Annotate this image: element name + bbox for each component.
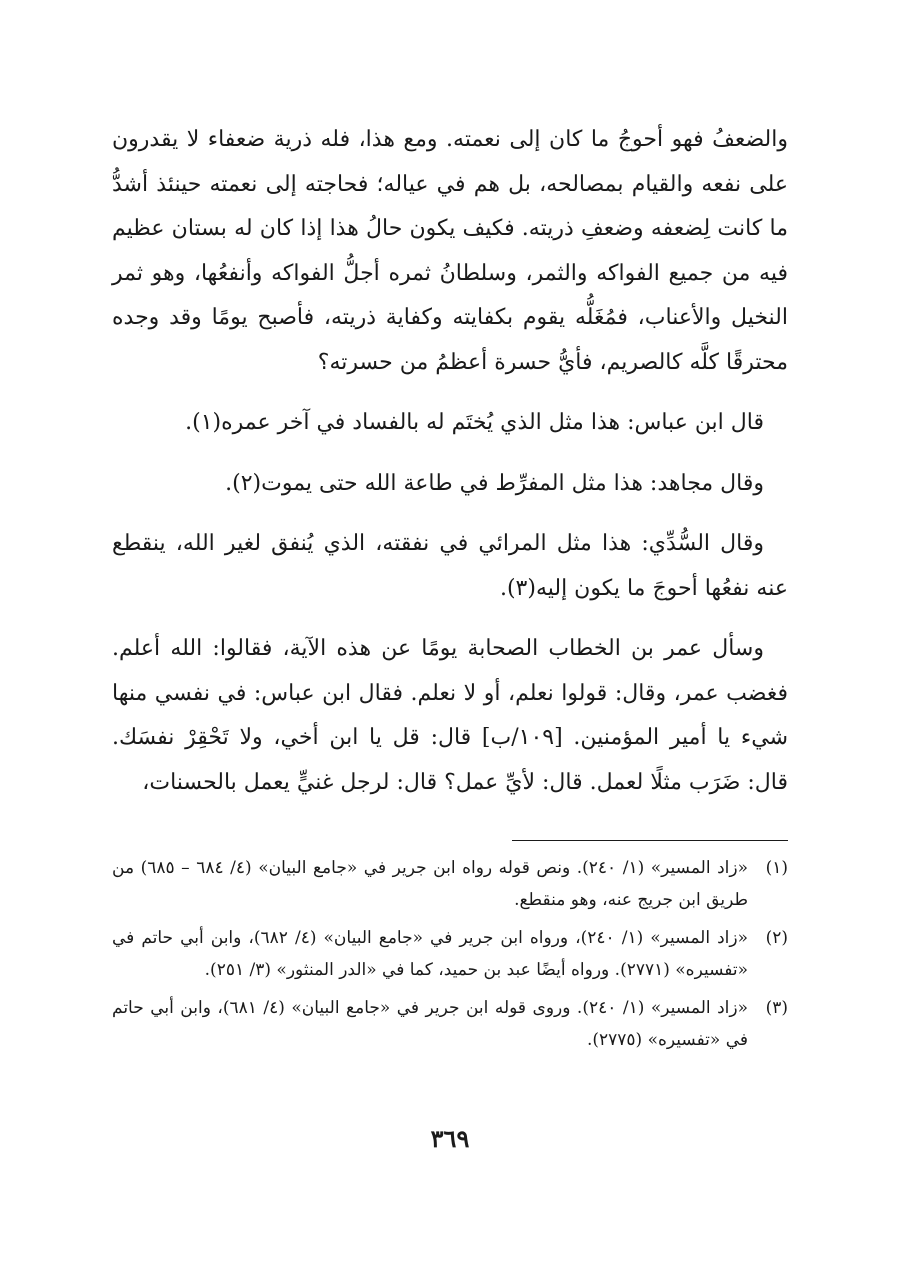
paragraph-ibn-abbas: قال ابن عباس: هذا مثل الذي يُختَم له بالفساد في آخر عمره(١). [185,410,764,435]
footnote-number: (٣) [765,998,788,1018]
footnote-text: «زاد المسير» (١/ ٢٤٠). وروى قوله ابن جرير في «جامع البيان» (٤/ ٦٨١)، وابن أبي حاتم في «تفسيره» (٢٧٧٥). [112,998,748,1050]
footnote-item [112,992,788,1056]
footnote-number: (٢) [765,928,788,948]
footnote-item [112,852,788,916]
paragraph-continuation: والضعفُ فهو أحوجُ ما كان إلى نعمته. ومع هذا، فله ذرية ضعفاء لا يقدرون على نفعه والقيام بمصالحه، بل هم في عياله؛ فحاجته إلى نعمته حينئذ أشدُّ ما كانت لِضعفه وضعفِ ذريته. فكيف يكون حالُ هذا إذا كان له بستان عظيم فيه من جميع الفواكه والثمر، وسلطانُ ثمره أجلُّ الفواكه وأنفعُها، وهو ثمر النخيل والأعناب، فمُغَلُّه يقوم بكفايته وكفاية ذريته، فأصبح يومًا وقد وجده محترقًا كلَّه كالصريم، فأيُّ حسرة أعظمُ من حسرته؟ [112,127,788,375]
main-text [112,118,788,805]
footnote-item [112,922,788,986]
footnote-text: «زاد المسير» (١/ ٢٤٠)، ورواه ابن جرير في «جامع البيان» (٤/ ٦٨٢)، وابن أبي حاتم في «تفسيره» (٢٧٧١). ورواه أيضًا عبد بن حميد، كما في «الدر المنثور» (٣/ ٢٥١). [112,928,748,980]
footnotes [112,852,788,1062]
footnote-number: (١) [765,858,788,878]
paragraph-umar: وسأل عمر بن الخطاب الصحابة يومًا عن هذه الآية، فقالوا: الله أعلم. فغضب عمر، وقال: قولوا نعلم، أو لا نعلم. فقال ابن عباس: في نفسي منها شيء يا أمير المؤمنين. [١٠٩/ب] قال: قل يا ابن أخي، ولا تَحْقِرْ نفسَك. قال: ضَرَب مثلًا لعمل. قال: لأيِّ عمل؟ قال: لرجل غنيٍّ يعمل بالحسنات، [112,636,788,795]
page-number: ٣٦٩ [430,1124,470,1153]
paragraph-suddi: وقال السُّدِّي: هذا مثل المرائي في نفقته، الذي يُنفق لغير الله، ينقطع عنه نفعُها أحوجَ ما يكون إليه(٣). [112,531,788,601]
footnote-divider [512,840,788,841]
footnote-text: «زاد المسير» (١/ ٢٤٠). ونص قوله رواه ابن جرير في «جامع البيان» (٤/ ٦٨٤ – ٦٨٥) من طريق ابن جريج عنه، وهو منقطع. [112,858,749,910]
paragraph-mujahid: وقال مجاهد: هذا مثل المفرِّط في طاعة الله حتى يموت(٢). [225,470,764,496]
